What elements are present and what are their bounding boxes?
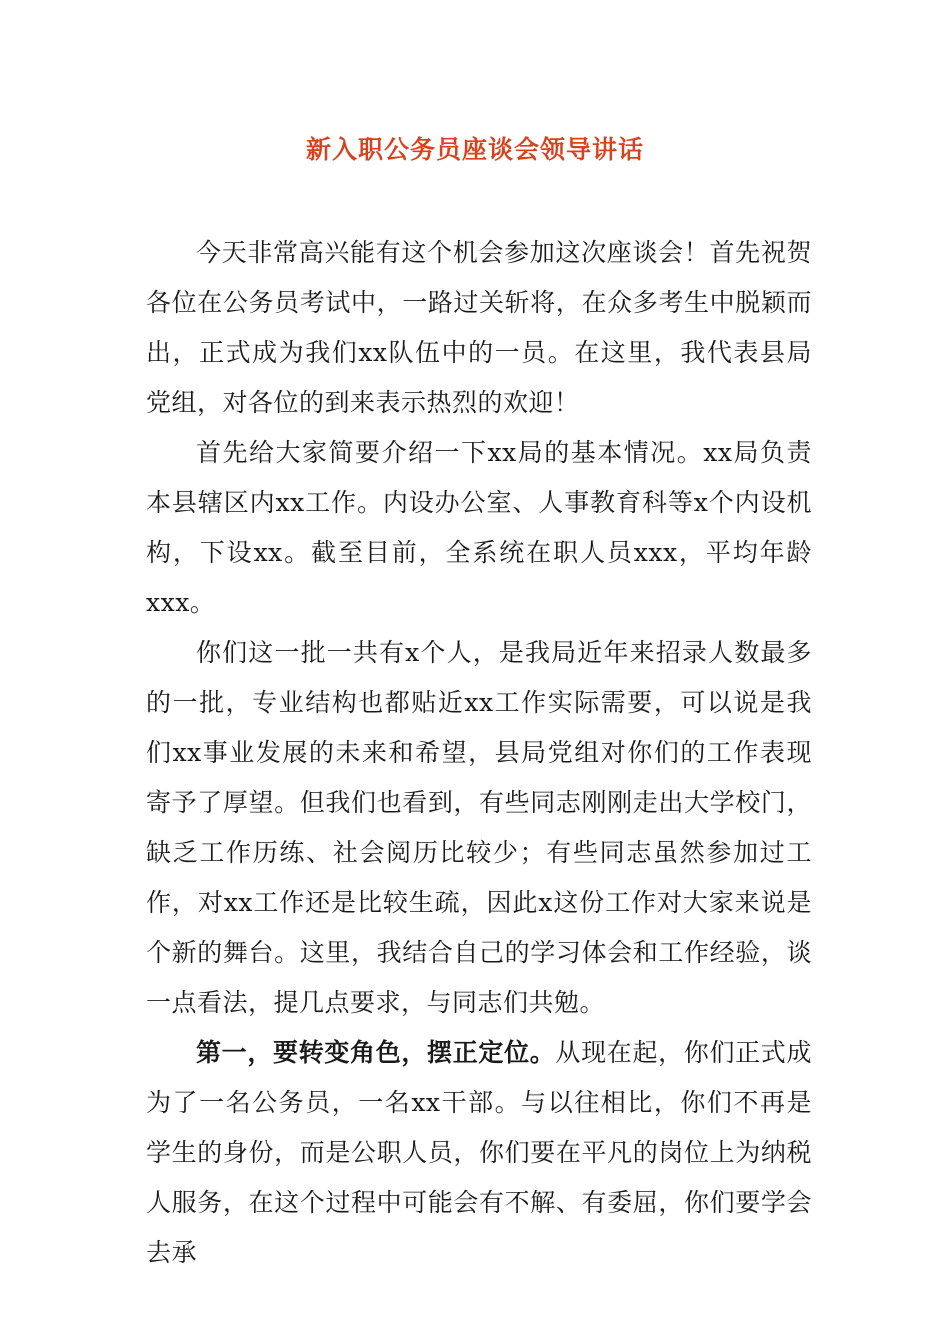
- paragraph-text: 你们这一批一共有x个人，是我局近年来招录人数最多的一批，专业结构也都贴近xx工作实际需要，可以说是我们xx事业发展的未来和希望，县局党组对你们的工作表现寄予了厚望。但我们也看到，有些同志刚刚走出大学校门，缺乏工作历练、社会阅历比较少；有些同志虽然参加过工作，对xx工作还是比较生疏，因此x这份工作对大家来说是个新的舞台。这里，我结合自己的学习体会和工作经验，谈一点看法，提几点要求，与同志们共勉。: [146, 638, 812, 1017]
- document-title: 新入职公务员座谈会领导讲话: [305, 135, 644, 164]
- paragraph-new-staff: [146, 628, 812, 1028]
- paragraph-lead-heading: 第一，要转变角色，摆正定位。: [196, 1038, 556, 1067]
- paragraph-point-one: [146, 1028, 812, 1278]
- paragraph-text: 从现在起，你们正式成为了一名公务员，一名xx干部。与以往相比，你们不再是学生的身份，而是公职人员，你们要在平凡的岗位上为纳税人服务，在这个过程中可能会有不解、有委屈，你们要学会去承: [146, 1038, 812, 1267]
- paragraph-text: 首先给大家简要介绍一下xx局的基本情况。xx局负责本县辖区内xx工作。内设办公室、人事教育科等x个内设机构，下设xx。截至目前，全系统在职人员xxx，平均年龄xxx。: [146, 438, 812, 617]
- document-body: [146, 228, 812, 1278]
- paragraph-greeting: [146, 228, 812, 428]
- paragraph-text: 今天非常高兴能有这个机会参加这次座谈会！首先祝贺各位在公务员考试中，一路过关斩将，在众多考生中脱颖而出，正式成为我们xx队伍中的一员。在这里，我代表县局党组，对各位的到来表示热烈的欢迎！: [146, 238, 812, 417]
- paragraph-bureau-overview: [146, 428, 812, 628]
